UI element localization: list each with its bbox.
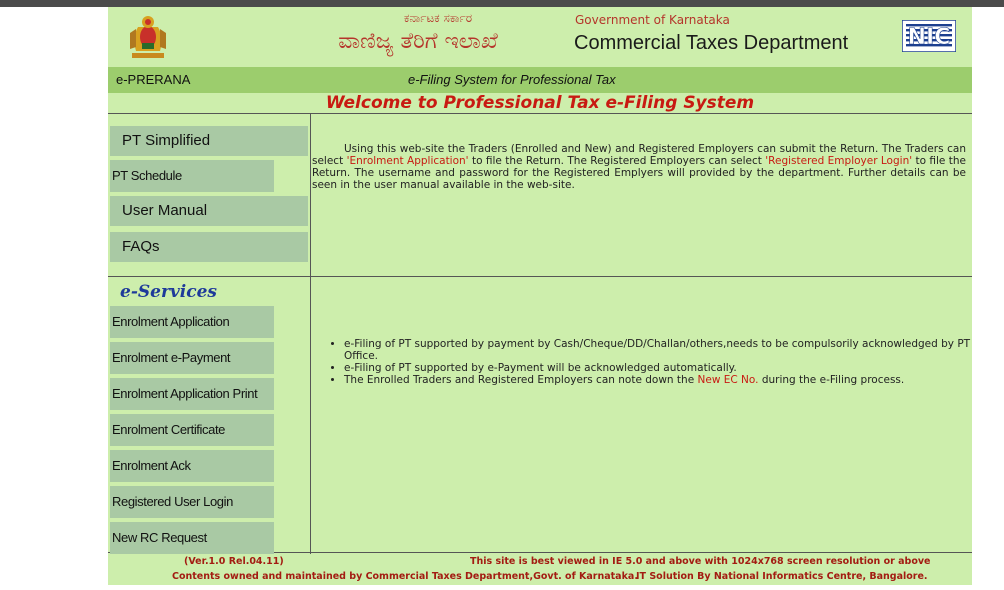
kannada-government-text: ಕರ್ನಾಟಕ ಸರ್ಕಾರ [403, 11, 473, 25]
sub-header-bar [108, 67, 972, 93]
new-ec-no-reference: New EC No. [697, 374, 759, 386]
bullet-text: The Enrolled Traders and Registered Employers can note down the [344, 374, 698, 386]
karnataka-emblem-icon [124, 13, 172, 61]
intro-text-3: to file the Return. The username and password for the Registered Emplyers will provided by the department. Further details can be seen in the user manual available in the web-site. [312, 154, 966, 191]
best-viewed-text: This site is best viewed in IE 5.0 and above with 1024x768 screen resolution or above [470, 556, 931, 567]
app-name: e-PRERANA [116, 72, 191, 87]
e-services-heading: e-Services [120, 282, 217, 302]
page-container [108, 7, 972, 585]
info-bullet-list [328, 338, 984, 386]
section-divider [108, 276, 972, 277]
kannada-department-text: ವಾಣಿಜ್ಯ ತೆರಿಗೆ ಇಲಾಖೆ [338, 29, 498, 54]
nic-logo-icon [902, 20, 956, 52]
government-text: Government of Karnataka [575, 13, 730, 27]
enrolment-ack-button[interactable]: Enrolment Ack [110, 450, 274, 482]
owned-text: Contents owned and maintained by Commercial Taxes Department,Govt. of Karnataka. [172, 571, 638, 582]
system-subtitle: e-Filing System for Professional Tax [408, 72, 616, 87]
department-title: Commercial Taxes Department [574, 32, 849, 54]
intro-text-1: Using this web-site the Traders (Enrolled and New) and Registered Employers can submit the Return. The Traders can select [312, 142, 966, 167]
header [108, 7, 972, 65]
list-item [344, 374, 984, 386]
list-item: • e-Filing of PT supported by e-Payment will be acknowledged automatically. [344, 362, 984, 374]
version-text: (Ver.1.0 Rel.04.11) [184, 556, 284, 567]
main-content [108, 113, 972, 553]
it-solution-text: IT Solution By National Informatics Centre, Bangalore. [636, 571, 928, 582]
enrolment-e-payment-button[interactable]: Enrolment e-Payment [110, 342, 274, 374]
registered-user-login-button[interactable]: Registered User Login [110, 486, 274, 518]
user-manual-button[interactable]: User Manual [110, 196, 308, 226]
intro-text-2: to file the Return. The Registered Employers can select [468, 154, 766, 167]
faqs-button[interactable]: FAQs [110, 232, 308, 262]
footer-line-1 [108, 555, 972, 569]
bullet-text: during the e-Filing process. [758, 374, 905, 386]
browser-top-bar [0, 0, 1004, 7]
enrolment-application-button[interactable]: Enrolment Application [110, 306, 274, 338]
enrolment-application-reference: 'Enrolment Application' [346, 154, 469, 167]
intro-paragraph [312, 143, 966, 191]
welcome-heading: Welcome to Professional Tax e-Filing System [325, 93, 755, 113]
enrolment-application-print-button[interactable]: Enrolment Application Print [110, 378, 274, 410]
registered-employer-login-reference: 'Registered Employer Login' [765, 154, 913, 167]
footer-line-2 [108, 570, 972, 584]
new-rc-request-button[interactable]: New RC Request [110, 522, 274, 554]
pt-simplified-button[interactable]: PT Simplified [110, 126, 308, 156]
enrolment-certificate-button[interactable]: Enrolment Certificate [110, 414, 274, 446]
svg-text:NIC: NIC [907, 25, 951, 50]
column-divider [310, 114, 311, 554]
list-item: • e-Filing of PT supported by payment by Cash/Cheque/DD/Challan/others,needs to be compulsorily acknowledged by PT Office. [344, 338, 984, 362]
pt-schedule-button[interactable]: PT Schedule [110, 160, 274, 192]
